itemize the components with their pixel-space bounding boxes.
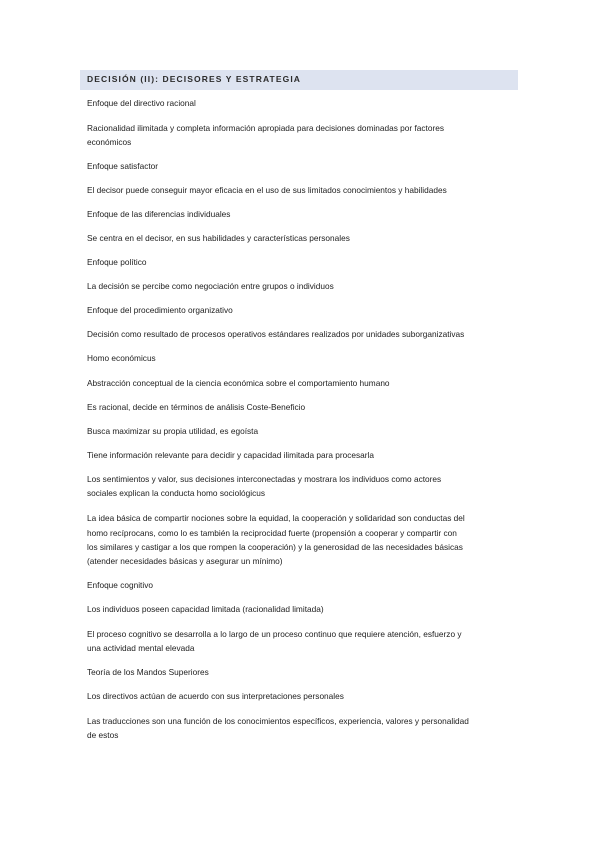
text-line: La idea básica de compartir nociones sobre la equidad, la cooperación y solidaridad son conductas del: [87, 513, 465, 523]
text-line: Es racional, decide en términos de análisis Coste-Beneficio: [87, 402, 306, 412]
text-line: Los sentimientos y valor, sus decisiones interconectadas y mostrara los individuos como actores: [87, 474, 442, 484]
text-line: Abstracción conceptual de la ciencia económica sobre el comportamiento humano: [87, 378, 390, 388]
text-line: una actividad mental elevada: [87, 643, 195, 653]
heading-diferencias-individuales: Enfoque de las diferencias individuales: [87, 209, 231, 219]
section-title: DECISIÓN (II): DECISORES Y ESTRATEGIA: [87, 74, 302, 84]
text-line: Los directivos actúan de acuerdo con sus interpretaciones personales: [87, 691, 344, 701]
text-line: Los individuos poseen capacidad limitada (racionalidad limitada): [87, 604, 324, 614]
text-line: La decisión se percibe como negociación entre grupos o individuos: [87, 281, 334, 291]
text-line: Racionalidad ilimitada y completa información apropiada para decisiones dominadas por factores: [87, 123, 444, 133]
text-line: sociales explican la conducta homo sociológicus: [87, 488, 266, 498]
text-line: Se centra en el decisor, en sus habilidades y características personales: [87, 233, 350, 243]
text-line: El decisor puede conseguir mayor eficacia en el uso de sus limitados conocimientos y habilidades: [87, 185, 447, 195]
text-line: El proceso cognitivo se desarrolla a lo largo de un proceso continuo que requiere atención, esfuerzo y: [87, 629, 462, 639]
text-line: de estos: [87, 730, 119, 740]
heading-cognitivo: Enfoque cognitivo: [87, 580, 153, 590]
text-line: Busca maximizar su propia utilidad, es egoísta: [87, 426, 259, 436]
text-line: los similares y castigar a los que rompen la cooperación) y la generosidad de las necesidades básicas: [87, 542, 463, 552]
heading-directivo-racional: Enfoque del directivo racional: [87, 98, 196, 108]
text-line: Las traducciones son una función de los conocimientos específicos, experiencia, valores y personalidad: [87, 716, 469, 726]
text-line: económicos: [87, 137, 132, 147]
heading-satisfactor: Enfoque satisfactor: [87, 161, 159, 171]
heading-homo-economicus: Homo económicus: [87, 353, 156, 363]
text-line: homo recíprocans, como lo es también la reciprocidad fuerte (propensión a cooperar y compartir con: [87, 528, 457, 538]
heading-procedimiento-organizativo: Enfoque del procedimiento organizativo: [87, 305, 233, 315]
heading-mandos-superiores: Teoría de los Mandos Superiores: [87, 667, 209, 677]
text-line: Decisión como resultado de procesos operativos estándares realizados por unidades suborganizativas: [87, 329, 465, 339]
text-line: (atender necesidades básicas y asegurar un mínimo): [87, 556, 283, 566]
heading-politico: Enfoque político: [87, 257, 147, 267]
text-line: Tiene información relevante para decidir y capacidad ilimitada para procesarla: [87, 450, 375, 460]
